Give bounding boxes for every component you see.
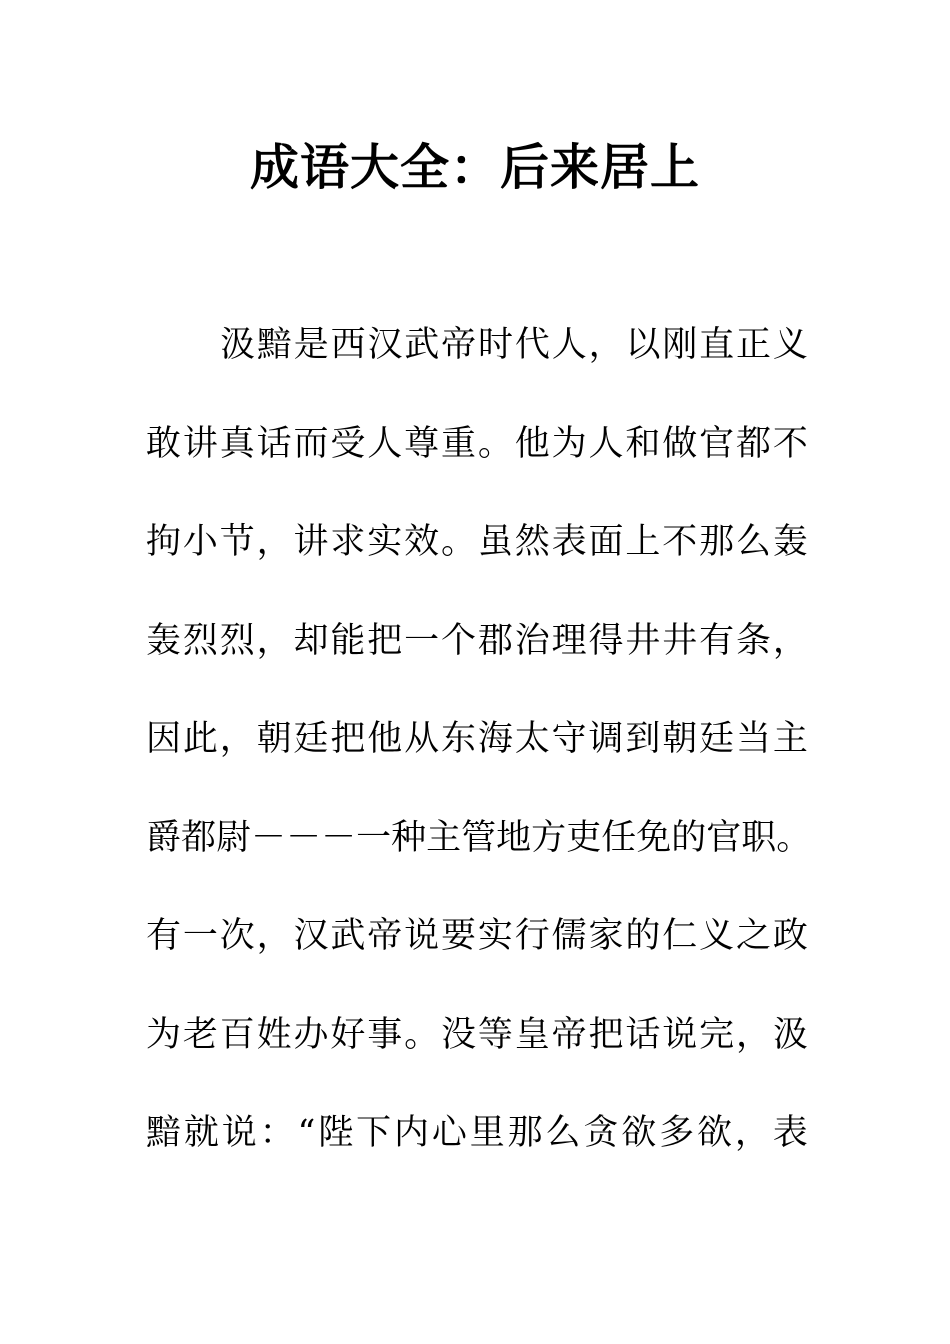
text-line-7: 有 一 次 ， 汉 武 帝 说 要 实 行 儒 家 的 仁 义 之 政 [146,916,808,956]
body-paragraph [146,296,812,1183]
text-line-8: 为 老 百 姓 办 好 事 。 没 等 皇 帝 把 话 说 完 ， 汲 [146,1014,808,1055]
text-line-3: 拘 小 节 ， 讲 求 实 效 。 虽 然 表 面 上 不 那 么 轰 [146,522,808,562]
text-line-5: 因 此 ， 朝 廷 把 他 从 东 海 太 守 调 到 朝 廷 当 主 [146,719,808,759]
text-line-2: 敢 讲 真 话 而 受 人 尊 重 。 他 为 人 和 做 官 都 不 [146,423,808,464]
text-line-4: 轰 烈 烈 ， 却 能 把 一 个 郡 治 理 得 井 井 有 条 ， [146,620,808,661]
text-line-1: 汲 黯 是 西 汉 武 帝 时 代 人 ， 以 刚 直 正 义 [220,325,808,365]
text-line-6: 爵 都 尉 － － － 一 种 主 管 地 方 吏 任 免 的 官 职 。 [146,817,812,858]
text-line-9: 黯 就 说 ： “ 陛 下 内 心 里 那 么 贪 欲 多 欲 ， 表 [146,1113,808,1153]
page-title: 成语大全：后来居上 [249,139,700,196]
